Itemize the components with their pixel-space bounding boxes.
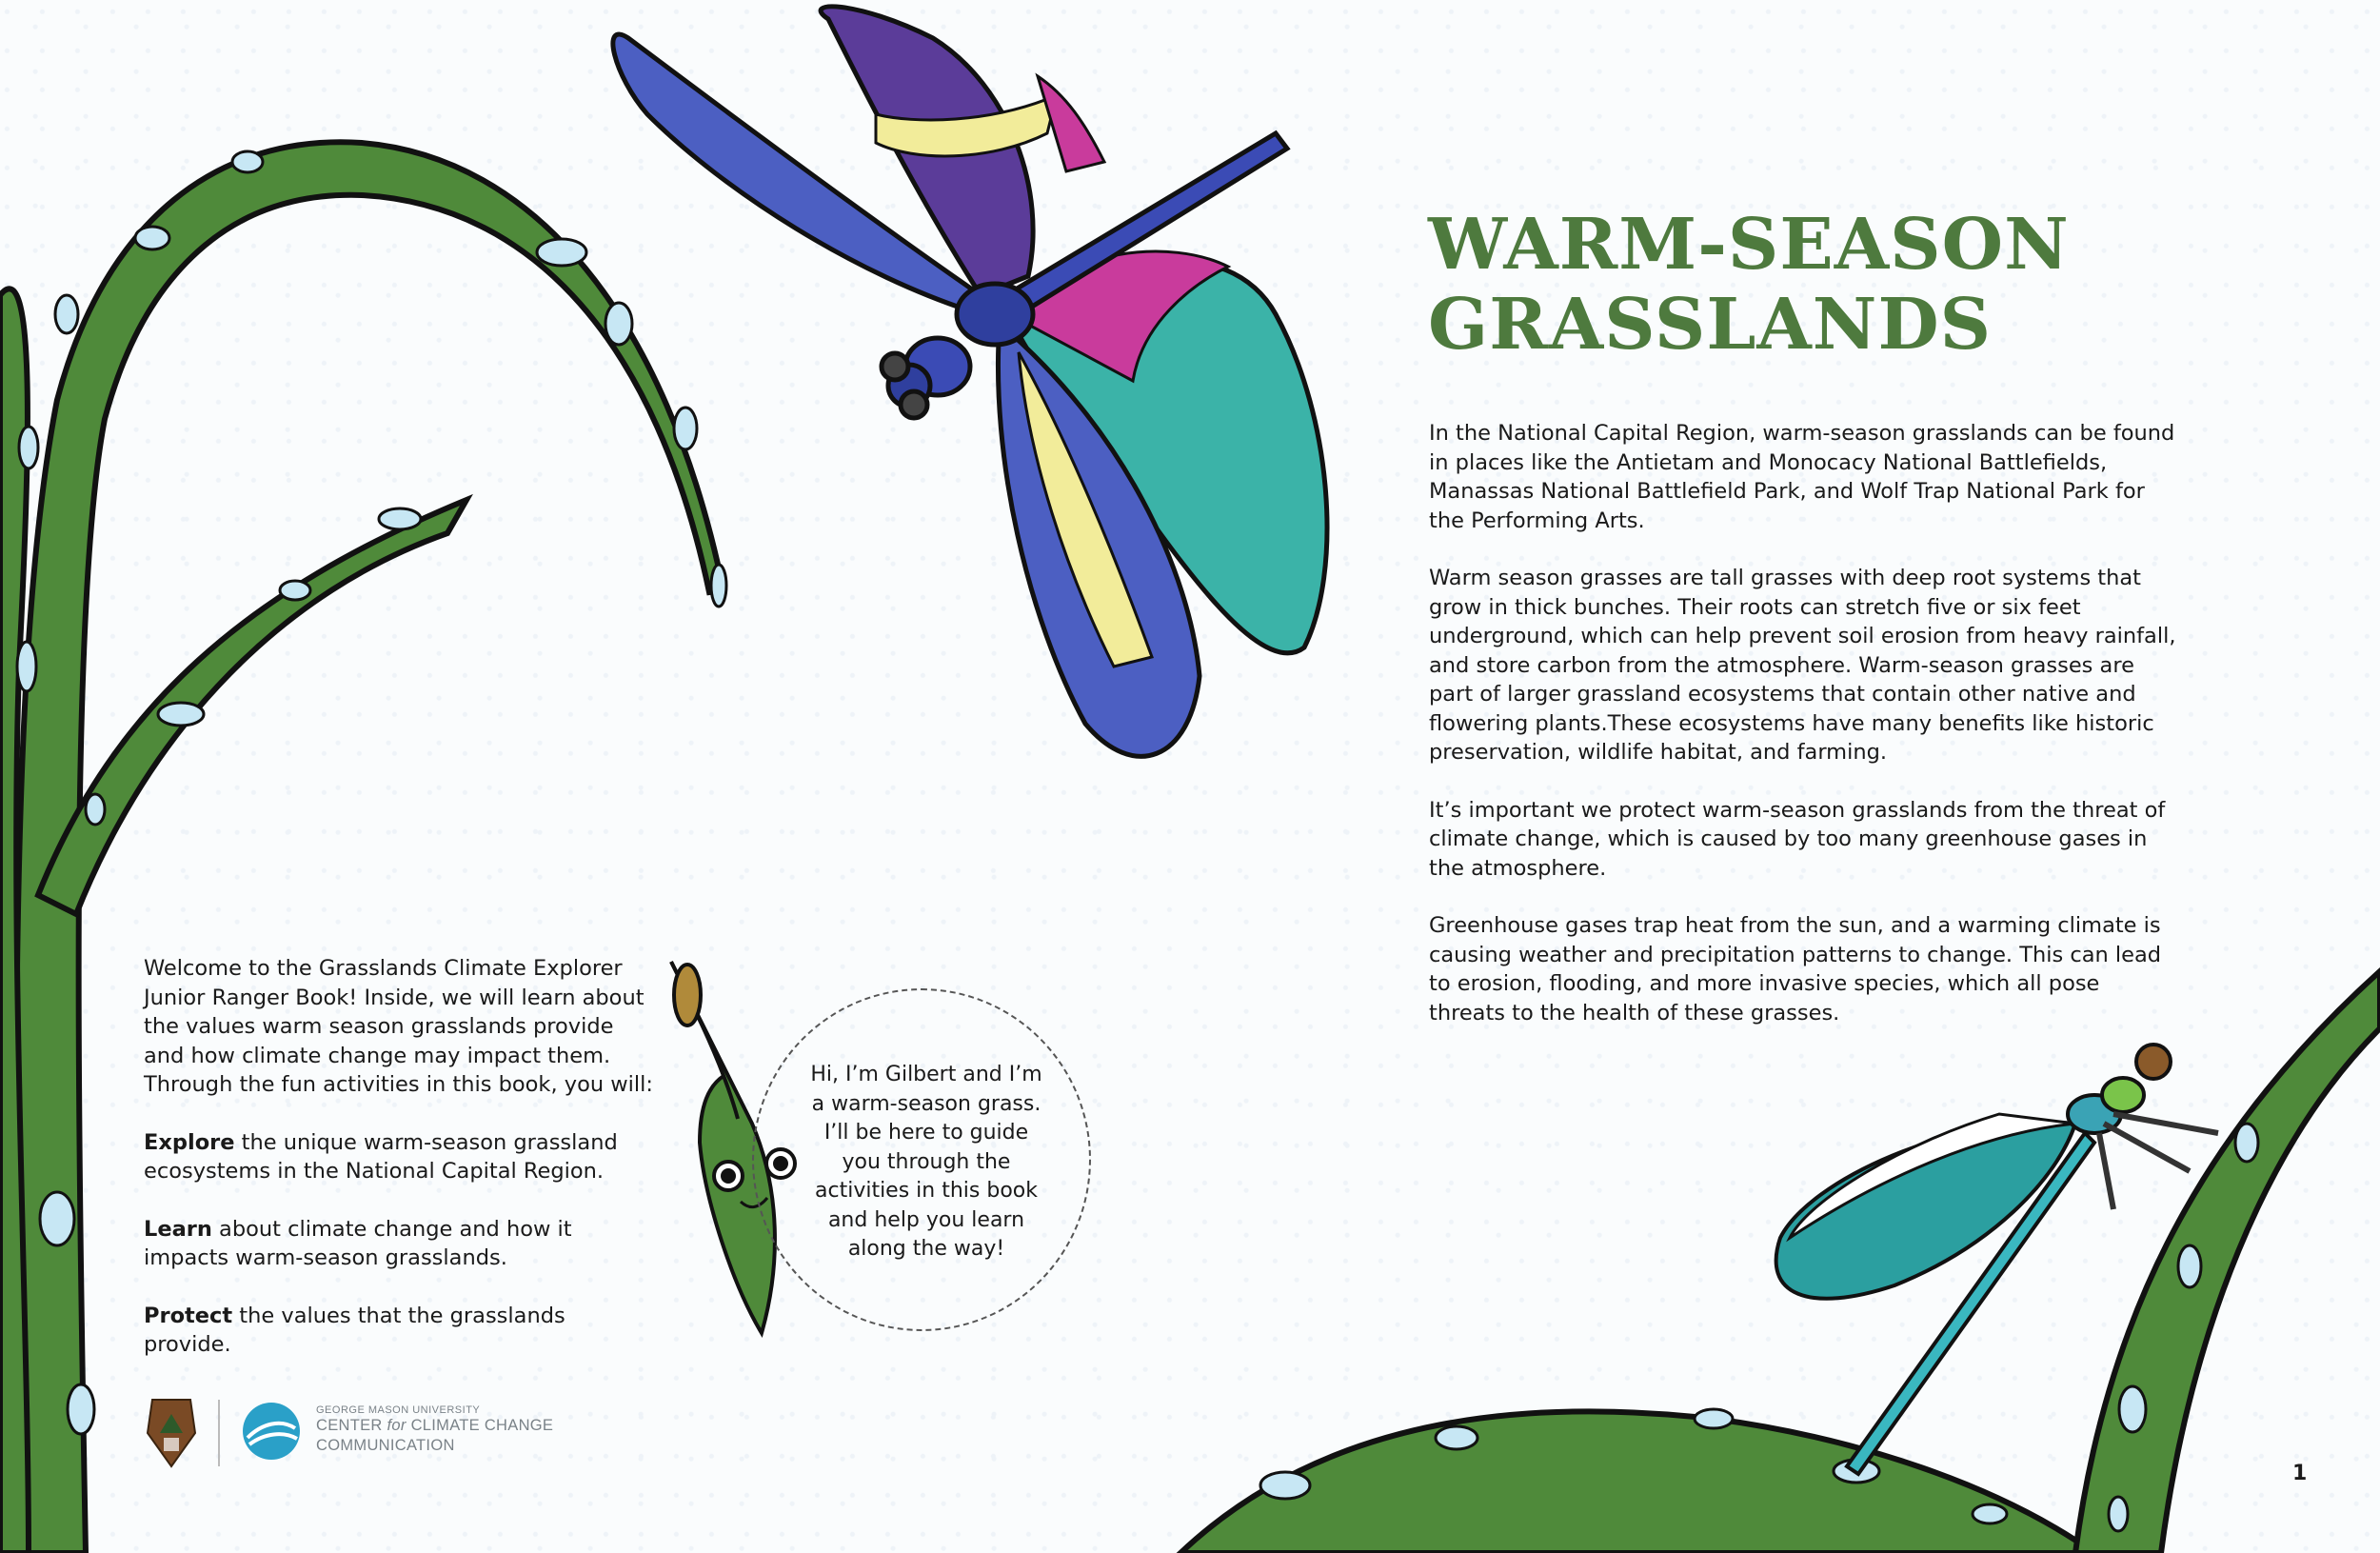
intro-paragraph-3: It’s important we protect warm-season grasslands from the threat of climate change, which is caused by too many greenhouse gases in the atmosphere. [1429,797,2166,881]
speech-bubble-text: Hi, I’m Gilbert and I’m a warm-season grass. I’ll be here to guide you through the activities in this book and help you learn along the way! [810,1063,1042,1261]
welcome-paragraph: Welcome to the Grasslands Climate Explorer Junior Ranger Book! Inside, we will learn about the values warm season grasslands provide and how climate change may impact them. Through the fun activities in this book, you will: [144,956,653,1097]
learn-label: Learn [144,1216,212,1242]
arrowhead-icon [148,1400,195,1466]
gmu-center-c: CLIMATE CHANGE [406,1417,554,1434]
welcome-item-explore [144,1128,658,1186]
intro-text [1429,419,2181,1056]
protect-label: Protect [144,1303,233,1328]
page-number: 1 [2292,1462,2308,1485]
page-title [1428,205,2152,365]
gmu-communication: COMMUNICATION [316,1437,455,1454]
grass-blade-bottom-arch [1180,1411,2094,1553]
welcome-text [144,954,658,1388]
gmu-university: GEORGE MASON UNIVERSITY [316,1404,481,1416]
intro-paragraph-1: In the National Capital Region, warm-season grasslands can be found in places like the Antietam and Monocacy National Battlefields, Manassas National Battlefield Park, and Wolf Trap National Park for the Performing Arts. [1429,421,2175,533]
dragonfly-illustration [613,7,1327,756]
intro-paragraph-2: Warm season grasses are tall grasses with deep root systems that grow in thick bunches. Their roots can stretch five or six feet underground, which can help prevent soil erosion from heavy rainfall, and store carbon from the atmosphere. Warm-season grasses are part of larger grassland ecosystems that contain other native and flowering plants.These ecosystems have many benefits like historic preservation, wildlife habitat, and farming. [1429,566,2176,765]
gmu-logo-text [316,1404,553,1456]
learn-text: about climate change and how it impacts warm-season grasslands. [144,1216,572,1270]
protect-text: the values that the grasslands provide. [144,1303,565,1357]
gmu-center-for: for [387,1417,407,1434]
title-line-2: GRASSLANDS [1428,284,1993,366]
grass-blade-right [2075,971,2380,1553]
explore-text: the unique warm-season grassland ecosystems in the National Capital Region. [144,1129,618,1184]
grass-blade-left-branch [38,500,466,914]
welcome-item-protect [144,1302,658,1360]
gmu-logo-icon [243,1403,300,1460]
gmu-center [316,1416,553,1436]
title-line-1: WARM-SEASON [1428,204,2070,286]
explore-label: Explore [144,1129,235,1155]
intro-paragraph-4: Greenhouse gases trap heat from the sun, and a warming climate is causing weather and precipitation patterns to change. This can lead to erosion, flooding, and more invasive species, which all pose threats to the health of these grasses. [1429,913,2162,1025]
welcome-item-learn [144,1215,658,1273]
gmu-center-a: CENTER [316,1417,387,1434]
logo-group [143,1395,314,1471]
